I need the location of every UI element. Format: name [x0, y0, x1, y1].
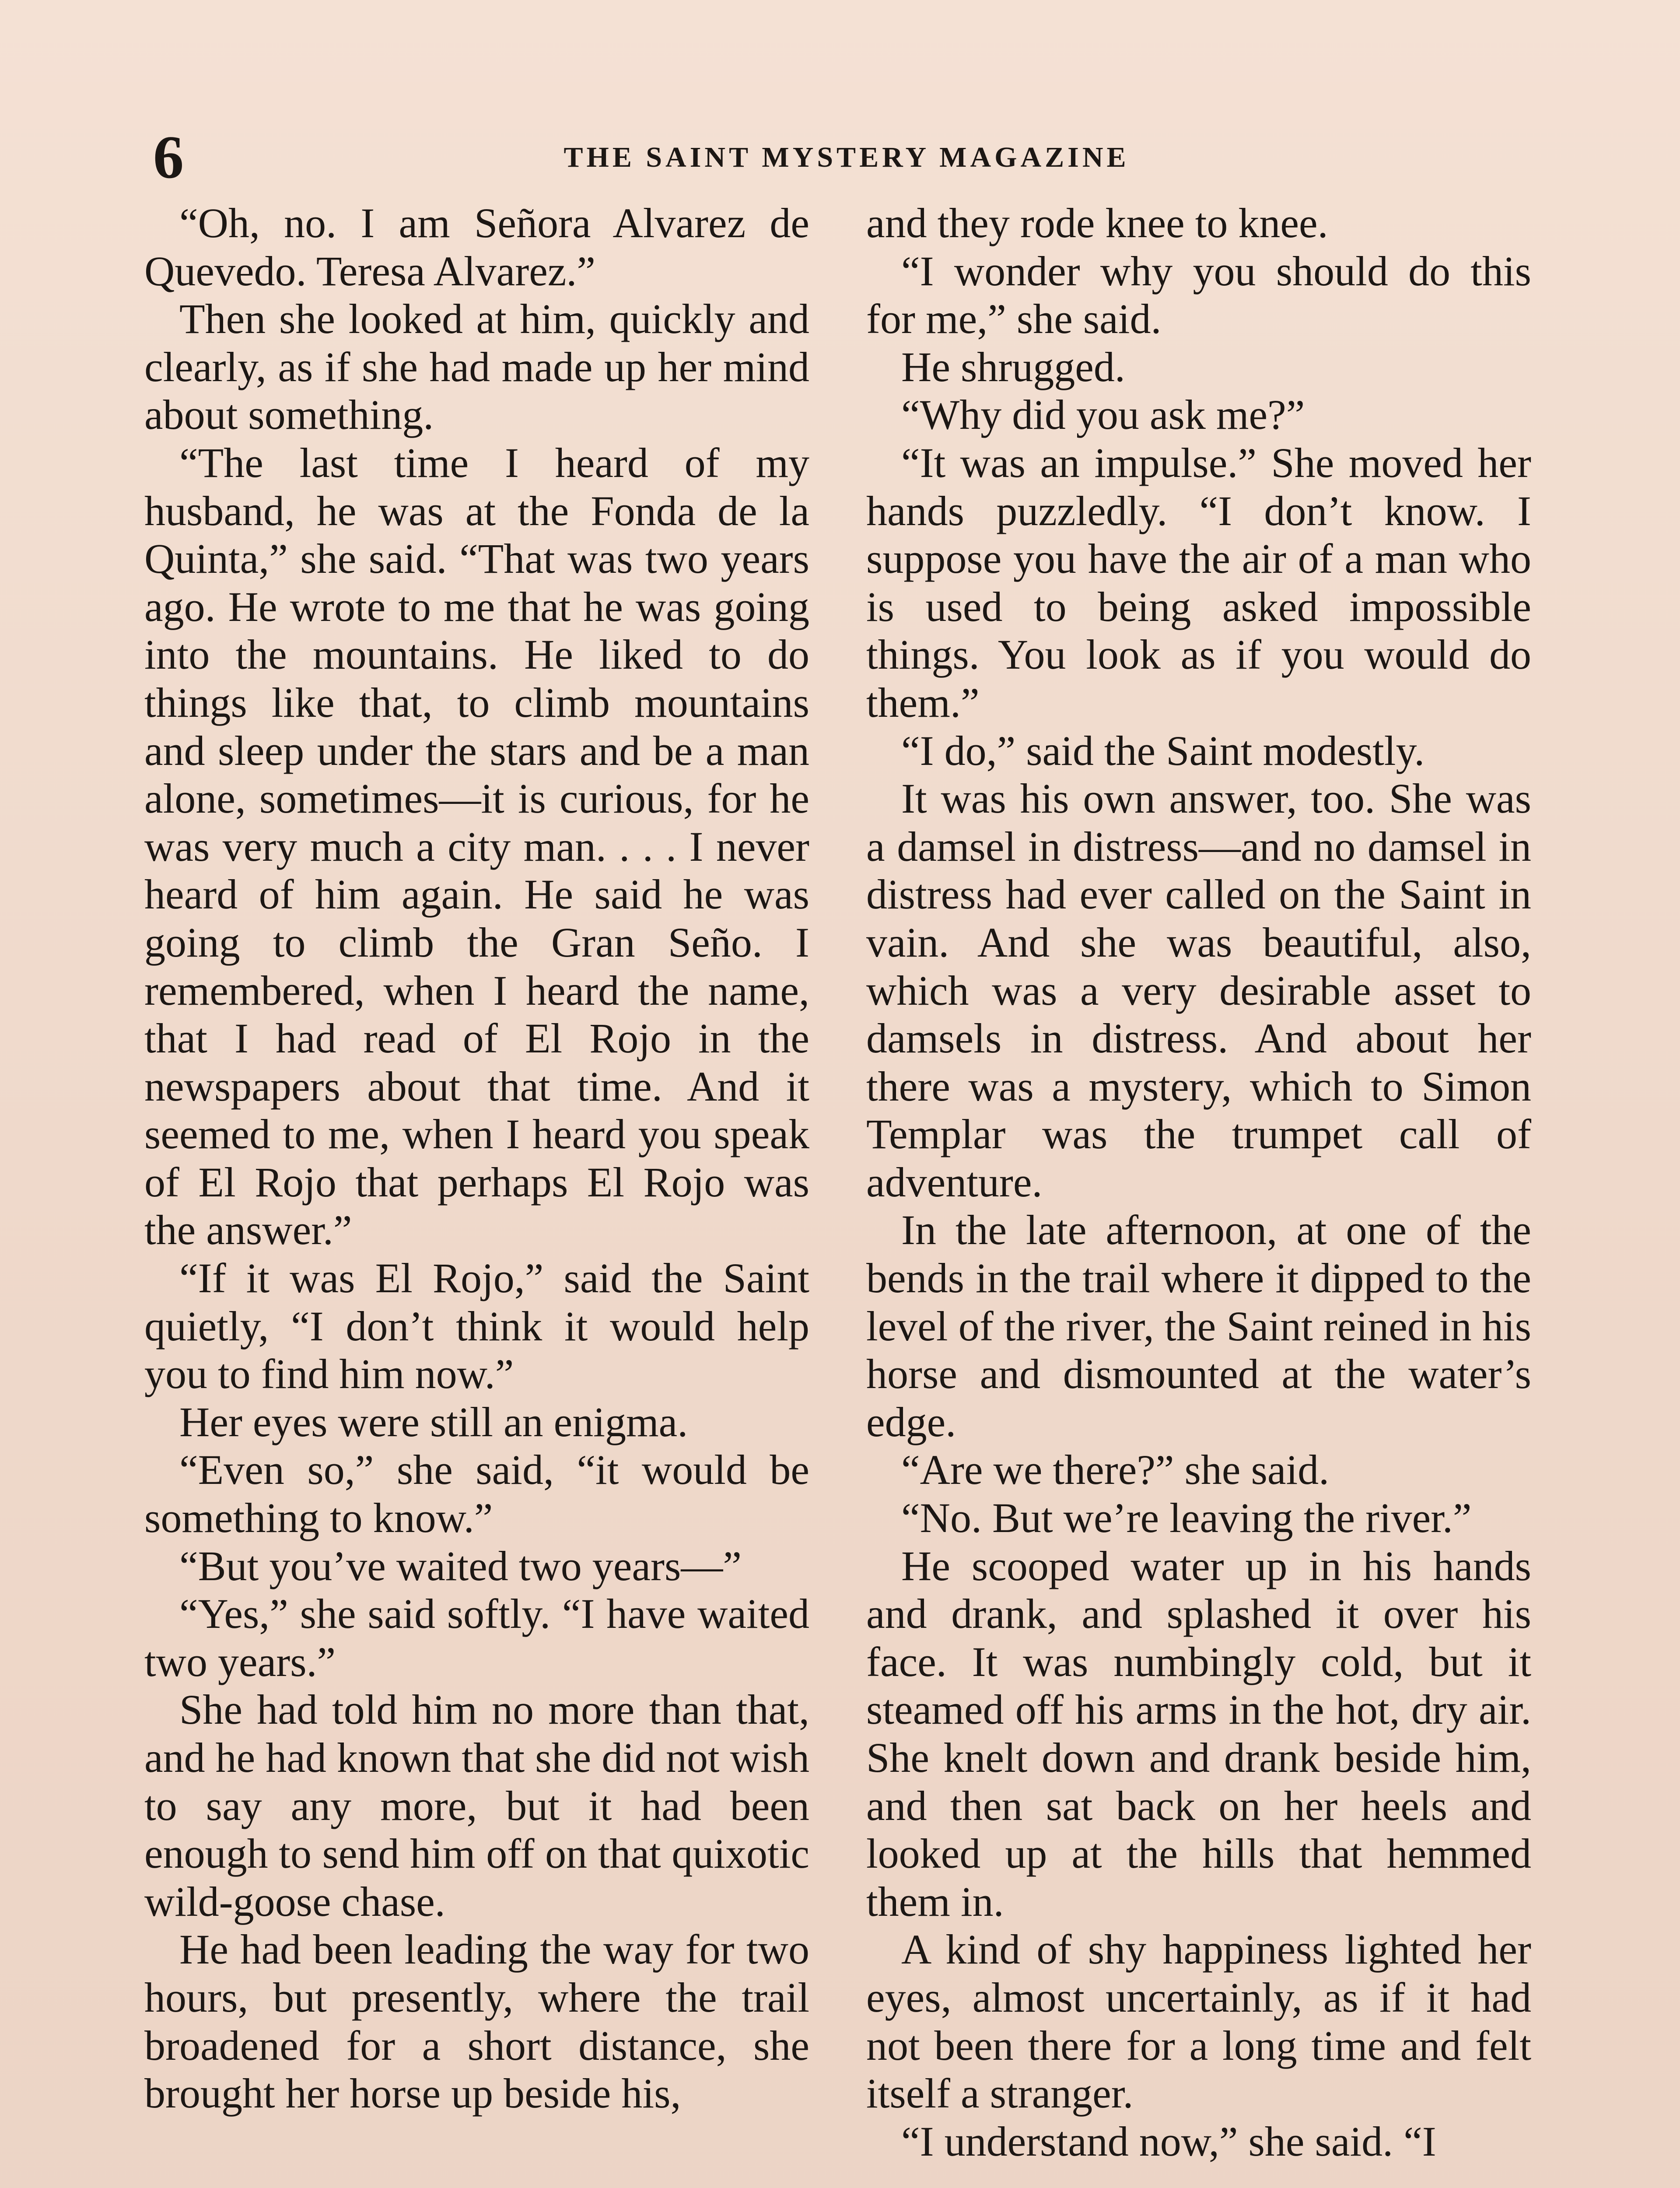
paragraph: Then she looked at him, quickly and clearly, as if she had made up her mind about something.: [144, 295, 809, 438]
paragraph: “Are we there?” she said.: [901, 1446, 1330, 1494]
paragraph: He shrugged.: [901, 343, 1125, 390]
paragraph: “If it was El Rojo,” said the Saint quietly, “I don’t think it would help you to find him now.”: [144, 1255, 809, 1398]
paragraph: It was his own answer, too. She was a damsel in distress—and no damsel in distress had ever called on the Saint in vain. And she was beautiful, also, which was a very desirable asset to damsels in distress. And about her there was a mystery, which to Simon Templar was the trumpet call of adventure.: [866, 775, 1531, 1206]
paragraph: “I do,” said the Saint modestly.: [901, 727, 1425, 774]
left-column: [144, 199, 809, 2118]
paragraph: In the late afternoon, at one of the bends in the trail where it dipped to the level of the river, the Saint reined in his horse and dismounted at the water’s edge.: [866, 1206, 1531, 1445]
paragraph: “Why did you ask me?”: [901, 391, 1305, 438]
paragraph: “Yes,” she said softly. “I have waited two years.”: [144, 1590, 809, 1685]
paragraph: A kind of shy happiness lighted her eyes, almost uncertainly, as if it had not been there for a long time and felt itself a stranger.: [866, 1926, 1531, 2117]
paragraph: “Oh, no. I am Señora Alvarez de Quevedo. Teresa Alvarez.”: [144, 200, 809, 295]
paragraph: He had been leading the way for two hours, but presently, where the trail broadened for a short distance, she brought her horse up beside his,: [144, 1926, 809, 2117]
right-column: [866, 199, 1531, 2165]
paragraph: She had told him no more than that, and he had known that she did not wish to say any more, but it had been enough to send him off on that quixotic wild-goose chase.: [144, 1686, 809, 1925]
paragraph: “But you’ve waited two years—”: [179, 1542, 742, 1589]
running-head: THE SAINT MYSTERY MAGAZINE: [564, 141, 1130, 173]
paragraph: “I understand now,” she said. “I: [901, 2118, 1436, 2165]
continued-paragraph: and they rode knee to knee.: [866, 200, 1328, 246]
paragraph: “The last time I heard of my husband, he was at the Fonda de la Quinta,” she said. “That was two years ago. He wrote to me that he was going into the mountains. He liked to do things like that, to climb mountains and sleep under the stars and be a man alone, sometimes—it is curious, for he was very much a city man. . . . I never heard of him again. He said he was going to climb the Gran Seño. I remembered, when I heard the name, that I had read of El Rojo in the newspapers about that time. And it seemed to me, when I heard you speak of El Rojo that perhaps El Rojo was the answer.”: [144, 439, 809, 1254]
paragraph: Her eyes were still an enigma.: [179, 1398, 688, 1445]
paragraph: “Even so,” she said, “it would be something to know.”: [144, 1446, 809, 1542]
paragraph: “No. But we’re leaving the river.”: [901, 1494, 1472, 1542]
paragraph: “I wonder why you should do this for me,” she said.: [866, 247, 1531, 343]
paragraph: He scooped water up in his hands and drank, and splashed it over his face. It was numbingly cold, but it steamed off his arms in the hot, dry air. She knelt down and drank beside him, and then sat back on her heels and looked up at the hills that hemmed them in.: [866, 1542, 1531, 1925]
page-header: [144, 123, 1549, 193]
paragraph: “It was an impulse.” She moved her hands puzzledly. “I don’t know. I suppose you have the air of a man who is used to being asked impossible things. You look as if you would do them.”: [866, 439, 1531, 726]
page-number: 6: [153, 123, 184, 191]
